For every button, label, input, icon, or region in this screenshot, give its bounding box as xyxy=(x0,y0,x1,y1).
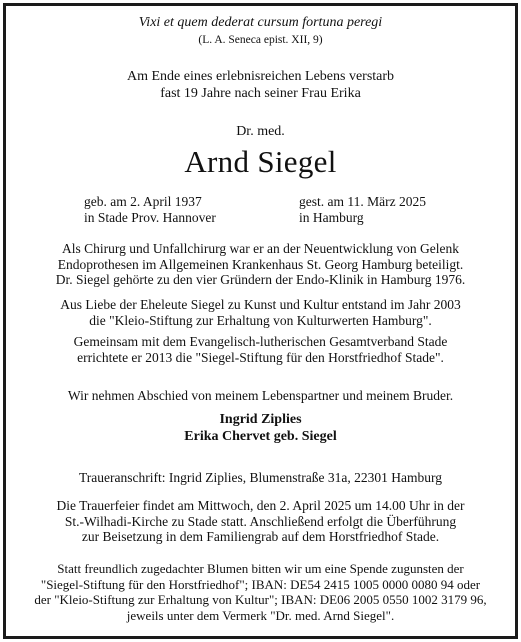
donation-line: jeweils unter dem Vermerk "Dr. med. Arnd Siegel". xyxy=(126,607,395,623)
donation-line: der "Kleio-Stiftung zur Erhaltung von Kultur"; IBAN: DE06 2005 0550 1002 3179 96, xyxy=(34,592,487,607)
ceremony-paragraph xyxy=(0,498,521,545)
ceremony-line: zur Beisetzung in dem Familiengrab auf dem Horstfriedhof Stade. xyxy=(81,529,440,544)
donation-line: Statt freundlich zugedachter Blumen bitten wir um eine Spende zugunsten der xyxy=(57,561,464,576)
career-line: Endoprothesen im Allgemeinen Krankenhaus St. Georg Hamburg beteiligt. xyxy=(57,256,464,272)
death-info xyxy=(299,194,426,226)
career-line: Als Chirurg und Unfallchirurg war er an der Neuentwicklung von Gelenk xyxy=(62,241,459,256)
birth-place: in Stade Prov. Hannover xyxy=(84,210,216,225)
death-date: gest. am 11. März 2025 xyxy=(299,194,426,209)
church-line: errichtete er 2013 die "Siegel-Stiftung für den Horstfriedhof Stade". xyxy=(77,349,444,365)
ceremony-line: St.-Wilhadi-Kirche zu Stade statt. Anschließend erfolgt die Überführung xyxy=(64,513,457,529)
career-line: Dr. Siegel gehörte zu den vier Gründern der Endo-Klinik in Hamburg 1976. xyxy=(55,272,466,287)
career-paragraph xyxy=(0,241,521,288)
deceased-name: Arnd Siegel xyxy=(184,144,337,179)
mourners-list xyxy=(0,411,521,445)
academic-title: Dr. med. xyxy=(236,124,285,139)
death-place: in Hamburg xyxy=(299,210,364,225)
intro-line-2: fast 19 Jahre nach seiner Frau Erika xyxy=(160,86,361,101)
motto-quote: Vixi et quem dederat cursum fortuna peregi xyxy=(138,15,383,30)
mourning-address: Traueranschrift: Ingrid Ziplies, Blumenstraße 31a, 22301 Hamburg xyxy=(79,470,442,485)
birth-info xyxy=(84,194,216,226)
birth-date: geb. am 2. April 1937 xyxy=(84,194,202,209)
donation-paragraph xyxy=(0,561,521,623)
farewell-text: Wir nehmen Abschied von meinem Lebenspartner und meinem Bruder. xyxy=(67,388,454,403)
ceremony-line: Die Trauerfeier findet am Mittwoch, den 2. April 2025 um 14.00 Uhr in der xyxy=(56,498,465,513)
church-paragraph xyxy=(0,334,521,365)
foundation-line: Aus Liebe der Eheleute Siegel zu Kunst und Kultur entstand im Jahr 2003 xyxy=(60,297,461,312)
church-line: Gemeinsam mit dem Evangelisch-lutherischen Gesamtverband Stade xyxy=(73,334,448,349)
intro-line-1: Am Ende eines erlebnisreichen Lebens verstarb xyxy=(126,69,395,84)
donation-line: "Siegel-Stiftung für den Horstfriedhof"; IBAN: DE54 2415 1005 0000 0080 94 oder xyxy=(40,576,481,592)
foundation-line: die "Kleio-Stiftung zur Erhaltung von Kulturwerten Hamburg". xyxy=(89,312,432,328)
foundation-paragraph xyxy=(0,297,521,328)
motto-source: (L. A. Seneca epist. XII, 9) xyxy=(198,34,323,46)
mourner-name: Ingrid Ziplies xyxy=(219,412,302,427)
mourner-name: Erika Chervet geb. Siegel xyxy=(184,429,337,444)
